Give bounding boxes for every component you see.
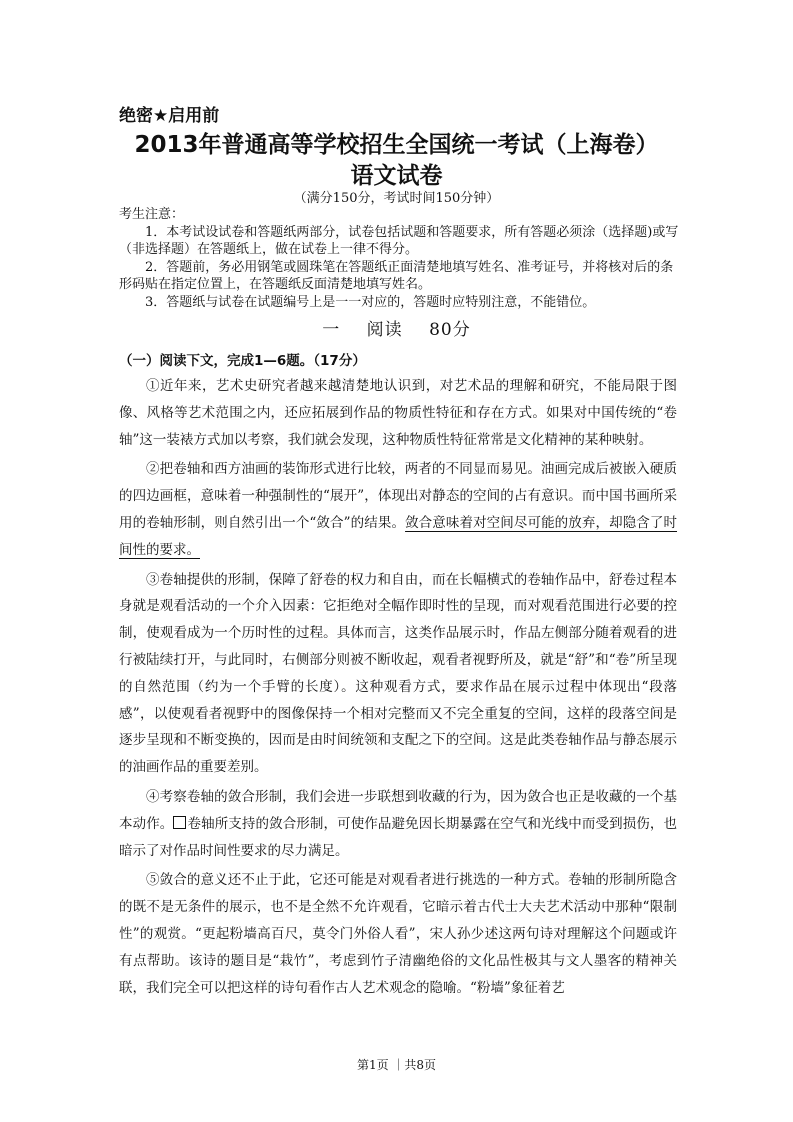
- section-number: 一: [322, 320, 341, 340]
- paragraph-4: [119, 784, 677, 864]
- paragraph-4-text-b: 卷轴所支持的敛合形制，可使作品避免因长期暴露在空气和光线中而受到损伤，也暗示了对作品时间性要求的尽力满足。: [119, 815, 678, 859]
- exam-subtitle: 语文试卷: [350, 163, 443, 189]
- question-group-heading: （一）阅读下文，完成1—6题。（17分）: [119, 353, 366, 369]
- section-name: 阅读: [366, 320, 403, 340]
- notice-heading: 考生注意：: [119, 207, 185, 222]
- paragraph-2-text: ②把卷轴和西方油画的装饰形式进行比较，两者的不同显而易见。油画完成后被嵌入硬质的四边画框，意味着一种强制性的“展开”，体现出对静态的空间的占有意识。而中国书画所采用的卷轴形制，则自然引出一个“敛合”的结果。: [119, 461, 677, 531]
- section-score: 80分: [429, 320, 471, 340]
- underlined-sentence: 敛合意味着对空间尽可能的放弃，却隐含了时间性的要求。: [119, 514, 678, 558]
- paragraph-1: ①近年来，艺术史研究者越来越清楚地认识到，对艺术品的理解和研究，不能局限于图像、风格等艺术范围之内，还应拓展到作品的物质性特征和存在方式。如果对中国传统的“卷轴”这一装裱方式加以考察，我们就会发现，这种物质性特征常常是文化精神的某种映射。: [119, 378, 677, 448]
- paragraph-2: [119, 456, 677, 563]
- notice-item-3: 3．答题纸与试卷在试题编号上是一一对应的，答题时应特别注意，不能错位。: [145, 294, 596, 310]
- page-footer: 第1页 ｜共8页: [356, 1058, 437, 1072]
- blank-box-marker: [173, 816, 186, 829]
- secret-mark: 绝密★启用前: [119, 106, 220, 126]
- notice-item-1: 1．本考试设试卷和答题纸两部分，试卷包括试题和答题要求，所有答题必须涂（选择题)或写（非选择题）在答题纸上，做在试卷上一律不得分。: [119, 224, 679, 258]
- candidate-notice: [119, 206, 679, 312]
- score-time-note: （满分150分，考试时间150分钟）: [293, 191, 500, 206]
- exam-title: 2013年普通高等学校招生全国统一考试（上海卷）: [134, 132, 659, 158]
- paragraph-4-text-a: ④考察卷轴的敛合形制，我们会进一步联想到收藏的行为，因为敛合也正是收藏的一个基本动作。: [119, 788, 677, 832]
- paragraph-3: ③卷轴提供的形制，保障了舒卷的权力和自由，而在长幅横式的卷轴作品中，舒卷过程本身就是观看活动的一个介入因素：它拒绝对全幅作即时性的呈现，而对观看范围进行必要的控制，使观看成为一个历时性的过程。具体而言，这类作品展示时，作品左侧部分随着观看的进行被陆续打开，与此同时，右侧部分则被不断收起，观看者视野所及，就是“舒”和“卷”所呈现的自然范围（约为一个手臂的长度）。这种观看方式，要求作品在展示过程中体现出“段落感”，以使观看者视野中的图像保持一个相对完整而又不完全重复的空间，这样的段落空间是逐步呈现和不断变换的，因而是由时间统领和支配之下的空间。这是此类卷轴作品与静态展示的油画作品的重要差别。: [119, 571, 677, 776]
- paragraph-5: ⑤敛合的意义还不止于此，它还可能是对观看者进行挑选的一种方式。卷轴的形制所隐含的既不是无条件的展示，也不是全然不允许观看，它暗示着古代士大夫艺术活动中那种“限制性”的观赏。“更起粉墙高百尺，莫令门外俗人看”，宋人孙少述这两句诗对理解这个问题或许有点帮助。该诗的题目是“栽竹”，考虑到竹子清幽绝俗的文化品性极其与文人墨客的精神关联，我们完全可以把这样的诗句看作古人艺术观念的隐喻。“粉墙”象征着艺: [119, 872, 677, 996]
- section-heading: [0, 315, 793, 340]
- notice-item-2: 2．答题前，务必用钢笔或圆珠笔在答题纸正面清楚地填写姓名、准考证号，并将核对后的条形码贴在指定位置上，在答题纸反面清楚地填写姓名。: [119, 259, 674, 293]
- reading-passage: [119, 373, 677, 1004]
